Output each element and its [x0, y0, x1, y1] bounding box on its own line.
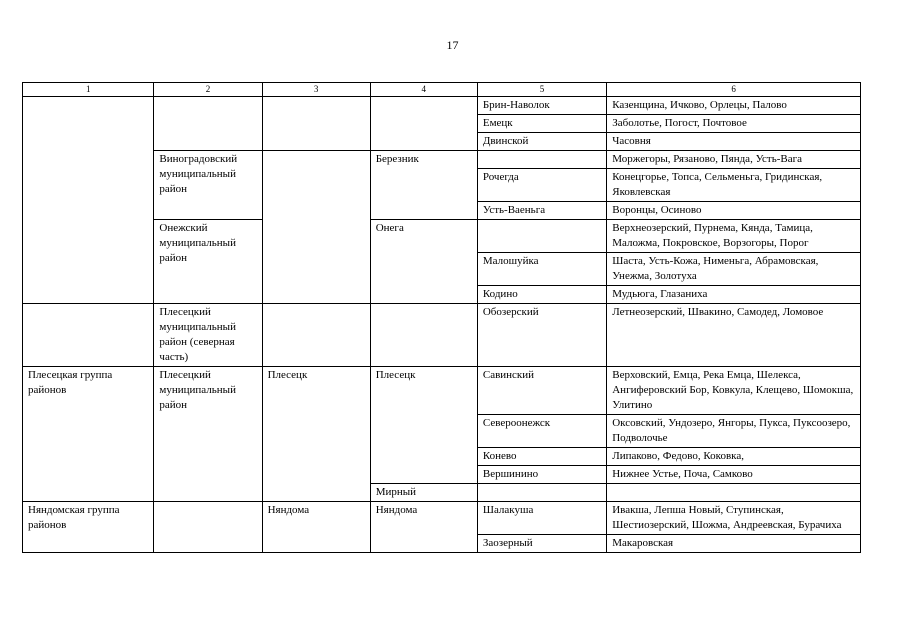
column-header: 5 [477, 83, 606, 97]
district-cell [154, 502, 262, 553]
district-cell: Онежский муниципальный район [154, 220, 262, 304]
settlement-cell [477, 220, 606, 253]
settlement-cell: Заозерный [477, 535, 606, 553]
villages-cell: Липаково, Федово, Коковка, [607, 448, 861, 466]
group-cell: Плесецкая группа районов [23, 367, 154, 502]
villages-cell: Верхнеозерский, Пурнема, Кянда, Тамица, Маложма, Покровское, Ворзогоры, Порог [607, 220, 861, 253]
table-row [23, 502, 861, 535]
center-cell: Мирный [370, 484, 477, 502]
settlement-cell: Рочегда [477, 169, 606, 202]
villages-cell: Летнеозерский, Швакино, Самодед, Ломовое [607, 304, 861, 367]
settlement-cell: Обозерский [477, 304, 606, 367]
settlements-table [22, 82, 861, 553]
table-header-row [23, 83, 861, 97]
center-cell: Березник [370, 151, 477, 220]
settlement-cell: Усть-Ваеньга [477, 202, 606, 220]
city-cell [262, 97, 370, 151]
settlement-cell: Североонежск [477, 415, 606, 448]
column-header: 6 [607, 83, 861, 97]
villages-cell: Нижнее Устье, Поча, Самково [607, 466, 861, 484]
group-cell [23, 97, 154, 304]
center-cell: Няндома [370, 502, 477, 553]
settlement-cell: Емецк [477, 115, 606, 133]
villages-cell: Верховский, Емца, Река Емца, Шелекса, Ангиферовский Бор, Ковкула, Клещево, Шомокша, Улитино [607, 367, 861, 415]
settlement-cell [477, 484, 606, 502]
settlement-cell: Кодино [477, 286, 606, 304]
villages-cell: Ивакша, Лепша Новый, Ступинская, Шестиозерский, Шожма, Андреевская, Бурачиха [607, 502, 861, 535]
settlement-cell: Савинский [477, 367, 606, 415]
city-cell [262, 304, 370, 367]
villages-cell: Заболотье, Погост, Почтовое [607, 115, 861, 133]
settlement-cell [477, 151, 606, 169]
villages-cell: Часовня [607, 133, 861, 151]
villages-cell: Конецгорье, Топса, Сельменьга, Гридинская, Яковлевская [607, 169, 861, 202]
center-cell [370, 97, 477, 151]
city-cell [262, 151, 370, 304]
center-cell: Плесецк [370, 367, 477, 484]
settlement-cell: Малошуйка [477, 253, 606, 286]
villages-cell [607, 484, 861, 502]
settlement-cell: Брин-Наволок [477, 97, 606, 115]
table-row [23, 367, 861, 415]
group-cell [23, 304, 154, 367]
city-cell: Няндома [262, 502, 370, 553]
district-cell [154, 97, 262, 151]
table-row [23, 304, 861, 367]
villages-cell: Шаста, Усть-Кожа, Нименьга, Абрамовская, Унежма, Золотуха [607, 253, 861, 286]
column-header: 1 [23, 83, 154, 97]
settlement-cell: Двинской [477, 133, 606, 151]
villages-cell: Воронцы, Осиново [607, 202, 861, 220]
city-cell: Плесецк [262, 367, 370, 502]
district-cell: Плесецкий муниципальный район (северная часть) [154, 304, 262, 367]
group-cell: Няндомская группа районов [23, 502, 154, 553]
district-cell: Виноградовский муниципальный район [154, 151, 262, 220]
settlement-cell: Вершинино [477, 466, 606, 484]
villages-cell: Мудьюга, Глазаниха [607, 286, 861, 304]
villages-cell: Моржегоры, Рязаново, Пянда, Усть-Вага [607, 151, 861, 169]
column-header: 2 [154, 83, 262, 97]
column-header: 3 [262, 83, 370, 97]
villages-cell: Казенщина, Ичково, Орлецы, Палово [607, 97, 861, 115]
settlement-cell: Конево [477, 448, 606, 466]
center-cell [370, 304, 477, 367]
center-cell: Онега [370, 220, 477, 304]
district-cell: Плесецкий муниципальный район [154, 367, 262, 502]
column-header: 4 [370, 83, 477, 97]
villages-cell: Макаровская [607, 535, 861, 553]
page-number: 17 [446, 38, 459, 52]
villages-cell: Оксовский, Ундозеро, Янгоры, Пукса, Пуксоозеро, Подволочье [607, 415, 861, 448]
settlement-cell: Шалакуша [477, 502, 606, 535]
table-row [23, 97, 861, 115]
